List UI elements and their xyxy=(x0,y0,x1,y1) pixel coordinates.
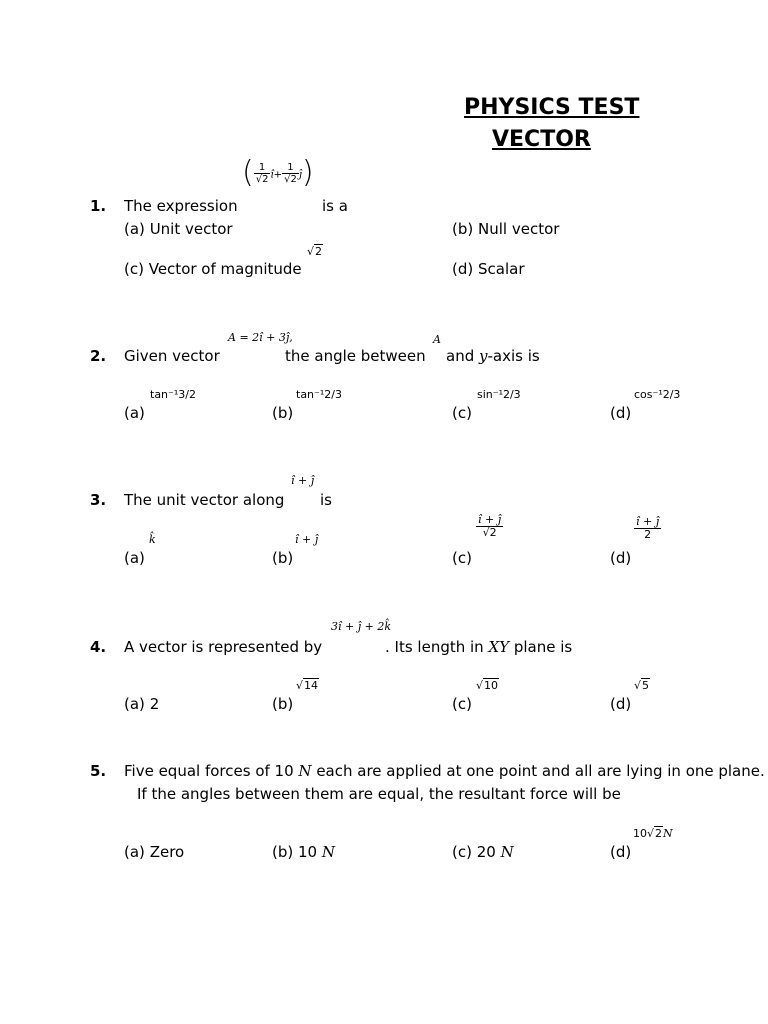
q4-option-a[interactable]: (a) 2 xyxy=(124,695,160,713)
q3-option-a-math: k̂ xyxy=(149,533,156,546)
q5-text-line2: If the angles between them are equal, the resultant force will be xyxy=(137,785,621,803)
q2-text-end: and y-axis is xyxy=(446,347,540,365)
q2-vector-expression: A = 2î + 3ĵ, xyxy=(228,331,293,344)
q2-option-c[interactable]: (c) xyxy=(452,404,472,422)
q5-option-a[interactable]: (a) Zero xyxy=(124,843,185,861)
q1-expression: ( $\frac{1}{√2}$ î+ $\frac{1}{√2}$ ĵ) xyxy=(242,155,314,190)
q3-expression: î + ĵ xyxy=(291,474,315,487)
q1-number: 1. xyxy=(90,197,107,215)
page-subtitle: VECTOR xyxy=(492,127,591,152)
q2-option-b-math: tan⁻¹2/3 xyxy=(296,388,342,401)
q2-text-mid: the angle between xyxy=(285,347,426,365)
q3-option-d[interactable]: (d) xyxy=(610,549,632,567)
q4-option-d[interactable]: (d) xyxy=(610,695,632,713)
q1-option-d[interactable]: (d) Scalar xyxy=(452,260,525,278)
q3-text-end: is xyxy=(320,491,332,509)
q4-text: A vector is represented by xyxy=(124,638,323,656)
q4-option-c-math: √10 xyxy=(476,679,499,692)
q2-text: Given vector xyxy=(124,347,220,365)
q1-text: The expression xyxy=(124,197,238,215)
q2-option-b[interactable]: (b) xyxy=(272,404,294,422)
q2-option-d-math: cos⁻¹2/3 xyxy=(634,388,681,401)
q2-option-c-math: sin⁻¹2/3 xyxy=(477,388,521,401)
q2-option-d[interactable]: (d) xyxy=(610,404,632,422)
q5-number: 5. xyxy=(90,762,107,780)
q3-text: The unit vector along xyxy=(124,491,285,509)
q5-option-b[interactable]: (b) 10 N xyxy=(272,843,336,861)
page-title: PHYSICS TEST xyxy=(464,95,640,120)
q2-option-a[interactable]: (a) xyxy=(124,404,145,422)
q4-number: 4. xyxy=(90,638,107,656)
q3-number: 3. xyxy=(90,491,107,509)
q4-option-b[interactable]: (b) xyxy=(272,695,294,713)
q1-option-b[interactable]: (b) Null vector xyxy=(452,220,560,238)
q4-text-end: . Its length in XY plane is xyxy=(385,638,573,656)
q1-option-c[interactable]: (c) Vector of magnitude xyxy=(124,260,302,278)
q5-option-d[interactable]: (d) xyxy=(610,843,632,861)
q4-expression: 3î + ĵ + 2k̂ xyxy=(331,620,392,633)
q1-text-end: is a xyxy=(322,197,348,215)
q5-option-c[interactable]: (c) 20 N xyxy=(452,843,514,861)
q2-vector-a: A xyxy=(433,333,441,346)
q2-option-a-math: tan⁻¹3/2 xyxy=(150,388,196,401)
q4-option-d-math: √5 xyxy=(634,679,650,692)
q1-option-c-math: √2 xyxy=(307,245,323,258)
q4-option-b-math: √14 xyxy=(296,679,319,692)
q3-option-d-math: $\frac{î + ĵ}{2}$ xyxy=(636,515,660,542)
q1-option-a[interactable]: (a) Unit vector xyxy=(124,220,233,238)
q3-option-c[interactable]: (c) xyxy=(452,549,472,567)
q2-number: 2. xyxy=(90,347,107,365)
q5-text-line1: Five equal forces of 10 N each are applied at one point and all are lying in one plane. xyxy=(124,762,765,780)
q3-option-a[interactable]: (a) xyxy=(124,549,145,567)
q3-option-b-math: î + ĵ xyxy=(295,533,319,546)
q3-option-b[interactable]: (b) xyxy=(272,549,294,567)
q4-option-c[interactable]: (c) xyxy=(452,695,472,713)
q3-option-c-math: $\frac{î + ĵ}{√2}$ xyxy=(478,513,502,540)
q5-option-d-math: 10√2N xyxy=(633,827,673,840)
